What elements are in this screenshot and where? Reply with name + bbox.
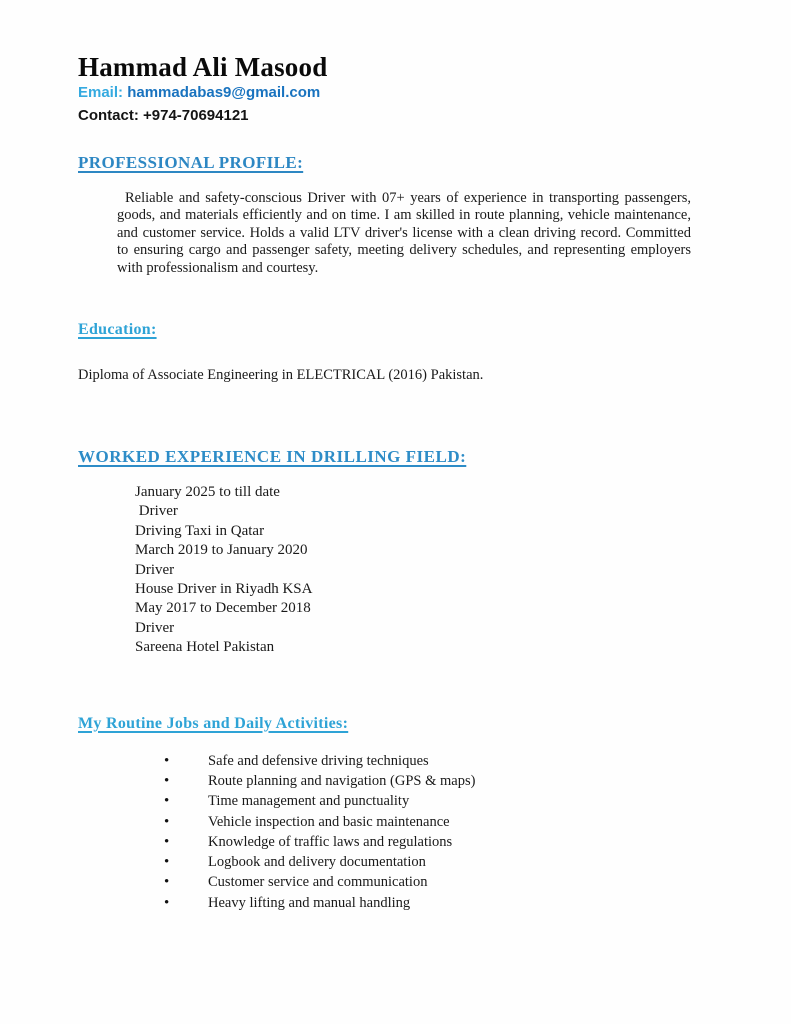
experience-line: March 2019 to January 2020 <box>135 542 308 559</box>
email-label: Email: <box>78 84 124 101</box>
experience-line: House Driver in Riyadh KSA <box>135 581 313 598</box>
experience-line: Sareena Hotel Pakistan <box>135 639 275 656</box>
experience-line: Driving Taxi in Qatar <box>135 522 265 539</box>
bullet-icon: • <box>164 752 170 769</box>
routine-activity-label: Heavy lifting and manual handling <box>208 894 411 911</box>
routine-activity-label: Time management and punctuality <box>208 793 410 810</box>
bullet-icon: • <box>164 833 170 850</box>
routine-activity-label: Knowledge of traffic laws and regulations <box>208 833 453 850</box>
routine-activity-label: Logbook and delivery documentation <box>208 854 426 871</box>
bullet-icon: • <box>164 793 170 810</box>
routine-activity-item <box>78 832 721 852</box>
bullet-icon: • <box>164 894 170 911</box>
routine-activities-list <box>78 751 721 913</box>
bullet-icon: • <box>164 772 170 789</box>
routine-activity-label: Safe and defensive driving techniques <box>208 752 429 769</box>
email-address-link[interactable]: hammadabas9@gmail.com <box>127 84 321 101</box>
bullet-icon: • <box>164 874 170 891</box>
experience-line: May 2017 to December 2018 <box>135 600 311 617</box>
routine-activity-item <box>78 751 721 771</box>
experience-list <box>135 483 721 658</box>
section-heading-worked-experience: WORKED EXPERIENCE IN DRILLING FIELD: <box>78 447 467 467</box>
routine-activity-label: Route planning and navigation (GPS & maps) <box>208 772 476 789</box>
routine-activity-item <box>78 771 721 791</box>
experience-line: Driver <box>135 561 175 578</box>
routine-activity-item <box>78 812 721 832</box>
email-line <box>78 84 721 102</box>
experience-line: January 2025 to till date <box>135 484 280 501</box>
routine-activity-item <box>78 852 721 872</box>
section-heading-professional-profile: PROFESSIONAL PROFILE: <box>78 153 304 172</box>
routine-activity-label: Customer service and communication <box>208 874 428 891</box>
section-heading-education: Education: <box>78 321 157 339</box>
education-line: Diploma of Associate Engineering in ELECTRICAL (2016) Pakistan. <box>78 367 484 384</box>
professional-profile-paragraph: Reliable and safety-conscious Driver with 07+ years of experience in transporting passengers, goods, and materials efficiently and on time. I am skilled in route planning, vehicle maintenance, and customer service. Holds a valid LTV driver's license with a clean driving record. Committed to ensuring cargo and passenger safety, meeting delivery schedules, and representing employers with professionalism and courtesy. <box>117 190 691 276</box>
routine-activity-item <box>78 791 721 811</box>
experience-line: Driver <box>135 503 178 520</box>
experience-line: Driver <box>135 619 175 636</box>
contact-line: Contact: +974-70694121 <box>78 107 249 124</box>
routine-activity-item <box>78 872 721 892</box>
bullet-icon: • <box>164 813 170 830</box>
person-name: Hammad Ali Masood <box>78 52 328 82</box>
section-heading-routine-activities: My Routine Jobs and Daily Activities: <box>78 714 349 732</box>
routine-activity-item <box>78 893 721 913</box>
bullet-icon: • <box>164 854 170 871</box>
routine-activity-label: Vehicle inspection and basic maintenance <box>208 813 450 830</box>
